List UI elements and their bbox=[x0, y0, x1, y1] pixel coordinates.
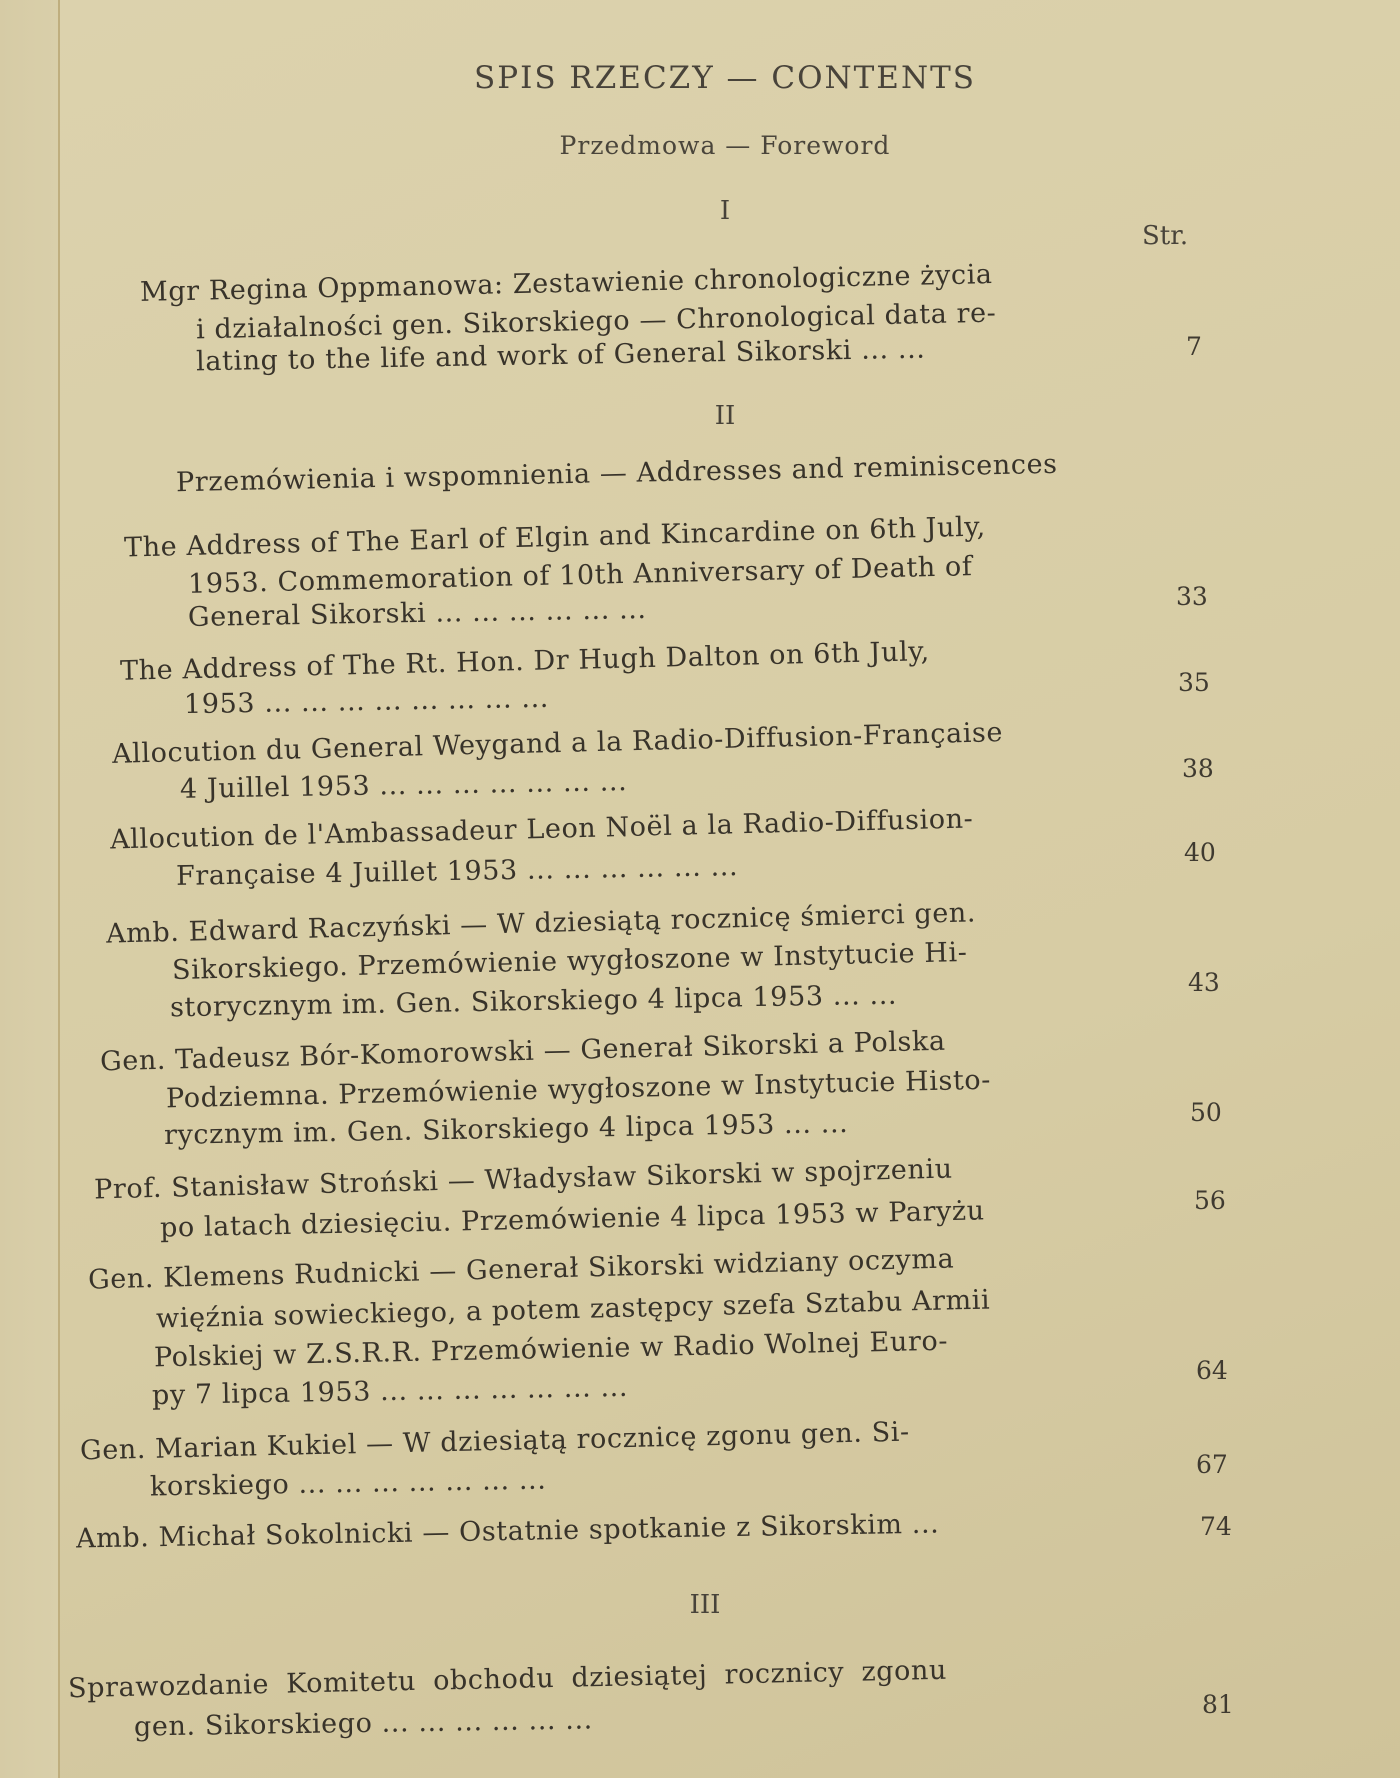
entry-line: po latach dziesięciu. Przemówienie 4 lipca 1953 w Paryżu bbox=[159, 1195, 986, 1244]
page-title: SPIS RZECZY — CONTENTS bbox=[474, 60, 976, 96]
entry-line: General Sikorski ... ... ... ... ... ... bbox=[187, 594, 647, 633]
page-number: 50 bbox=[1190, 1098, 1222, 1127]
entry-line: Gen. Marian Kukiel — W dziesiątą rocznicę zgonu gen. Si- bbox=[79, 1416, 911, 1467]
entry-line: rycznym im. Gen. Sikorskiego 4 lipca 1953 ... ... bbox=[163, 1108, 849, 1151]
page-number: 7 bbox=[1186, 332, 1202, 361]
entry-line: gen. Sikorskiego ... ... ... ... ... ... bbox=[133, 1704, 594, 1743]
contents-page bbox=[60, 0, 1400, 1778]
entry-line: Amb. Michał Sokolnicki — Ostatnie spotkanie z Sikorskim ... bbox=[75, 1508, 940, 1555]
page-number: 74 bbox=[1200, 1512, 1232, 1541]
entry-line: The Address of The Rt. Hon. Dr Hugh Dalton on 6th July, bbox=[119, 636, 931, 687]
entry-line: i działalności gen. Sikorskiego — Chronological data re- bbox=[195, 297, 997, 346]
entry-line: Gen. Klemens Rudnicki — Generał Sikorski widziany oczyma bbox=[87, 1243, 955, 1296]
entry-line: więźnia sowieckiego, a potem zastępcy szefa Sztabu Armii bbox=[155, 1284, 991, 1335]
entry-line: storycznym im. Gen. Sikorskiego 4 lipca 1953 ... ... bbox=[169, 979, 898, 1024]
entry-line: Amb. Edward Raczyński — W dziesiątą rocznicę śmierci gen. bbox=[105, 897, 977, 950]
entry-line: Sikorskiego. Przemówienie wygłoszone w Instytucie Hi- bbox=[171, 936, 968, 987]
entry-line: Polskiej w Z.S.R.R. Przemówienie w Radio Wolnej Euro- bbox=[153, 1325, 949, 1374]
entry-line: korskiego ... ... ... ... ... ... ... bbox=[149, 1464, 547, 1503]
page-number: 64 bbox=[1196, 1356, 1228, 1385]
section-heading: Przemówienia i wspomnienia — Addresses and reminiscences bbox=[175, 448, 1058, 499]
section-numeral-iii: III bbox=[689, 1590, 721, 1620]
entry-line: py 7 lipca 1953 ... ... ... ... ... ... ... bbox=[151, 1371, 629, 1412]
page-number: 56 bbox=[1194, 1186, 1226, 1215]
page-number: 81 bbox=[1202, 1690, 1234, 1719]
entry-line: Sprawozdanie Komitetu obchodu dziesiątej rocznicy zgonu bbox=[67, 1654, 948, 1705]
entry-line: Podziemna. Przemówienie wygłoszone w Instytucie Histo- bbox=[165, 1064, 992, 1115]
entry-line: Gen. Tadeusz Bór-Komorowski — Generał Sikorski a Polska bbox=[99, 1025, 946, 1078]
foreword-entry: Przedmowa — Foreword bbox=[559, 131, 891, 160]
entry-line: lating to the life and work of General Sikorski ... ... bbox=[195, 333, 926, 378]
section-numeral-ii: II bbox=[714, 401, 736, 431]
page-number: 67 bbox=[1196, 1450, 1228, 1479]
entry-line: 1953. Commemoration of 10th Anniversary of Death of bbox=[187, 551, 973, 600]
entry-line: Mgr Regina Oppmanowa: Zestawienie chronologiczne życia bbox=[139, 259, 993, 308]
page-number: 35 bbox=[1178, 668, 1210, 697]
page-number: 43 bbox=[1188, 968, 1220, 997]
section-numeral-i: I bbox=[719, 196, 731, 226]
entry-line: 1953 ... ... ... ... ... ... ... ... bbox=[183, 682, 550, 721]
entry-line: Allocution de l'Ambassadeur Leon Noël a la Radio-Diffusion- bbox=[109, 803, 974, 856]
entry-line: Prof. Stanisław Stroński — Władysław Sikorski w spojrzeniu bbox=[93, 1153, 953, 1206]
adjacent-page-edge bbox=[0, 0, 60, 1778]
page-number: 38 bbox=[1182, 754, 1214, 783]
page-column-label: Str. bbox=[1142, 221, 1189, 251]
entry-line: The Address of The Earl of Elgin and Kincardine on 6th July, bbox=[123, 511, 987, 564]
entry-line: Allocution du General Weygand a la Radio-Diffusion-Française bbox=[111, 717, 1004, 770]
page-number: 40 bbox=[1184, 838, 1216, 867]
entry-line: 4 Juillel 1953 ... ... ... ... ... ... ... bbox=[179, 766, 628, 805]
page-number: 33 bbox=[1176, 582, 1208, 611]
entry-line: Française 4 Juillet 1953 ... ... ... ... ... ... bbox=[175, 851, 739, 892]
